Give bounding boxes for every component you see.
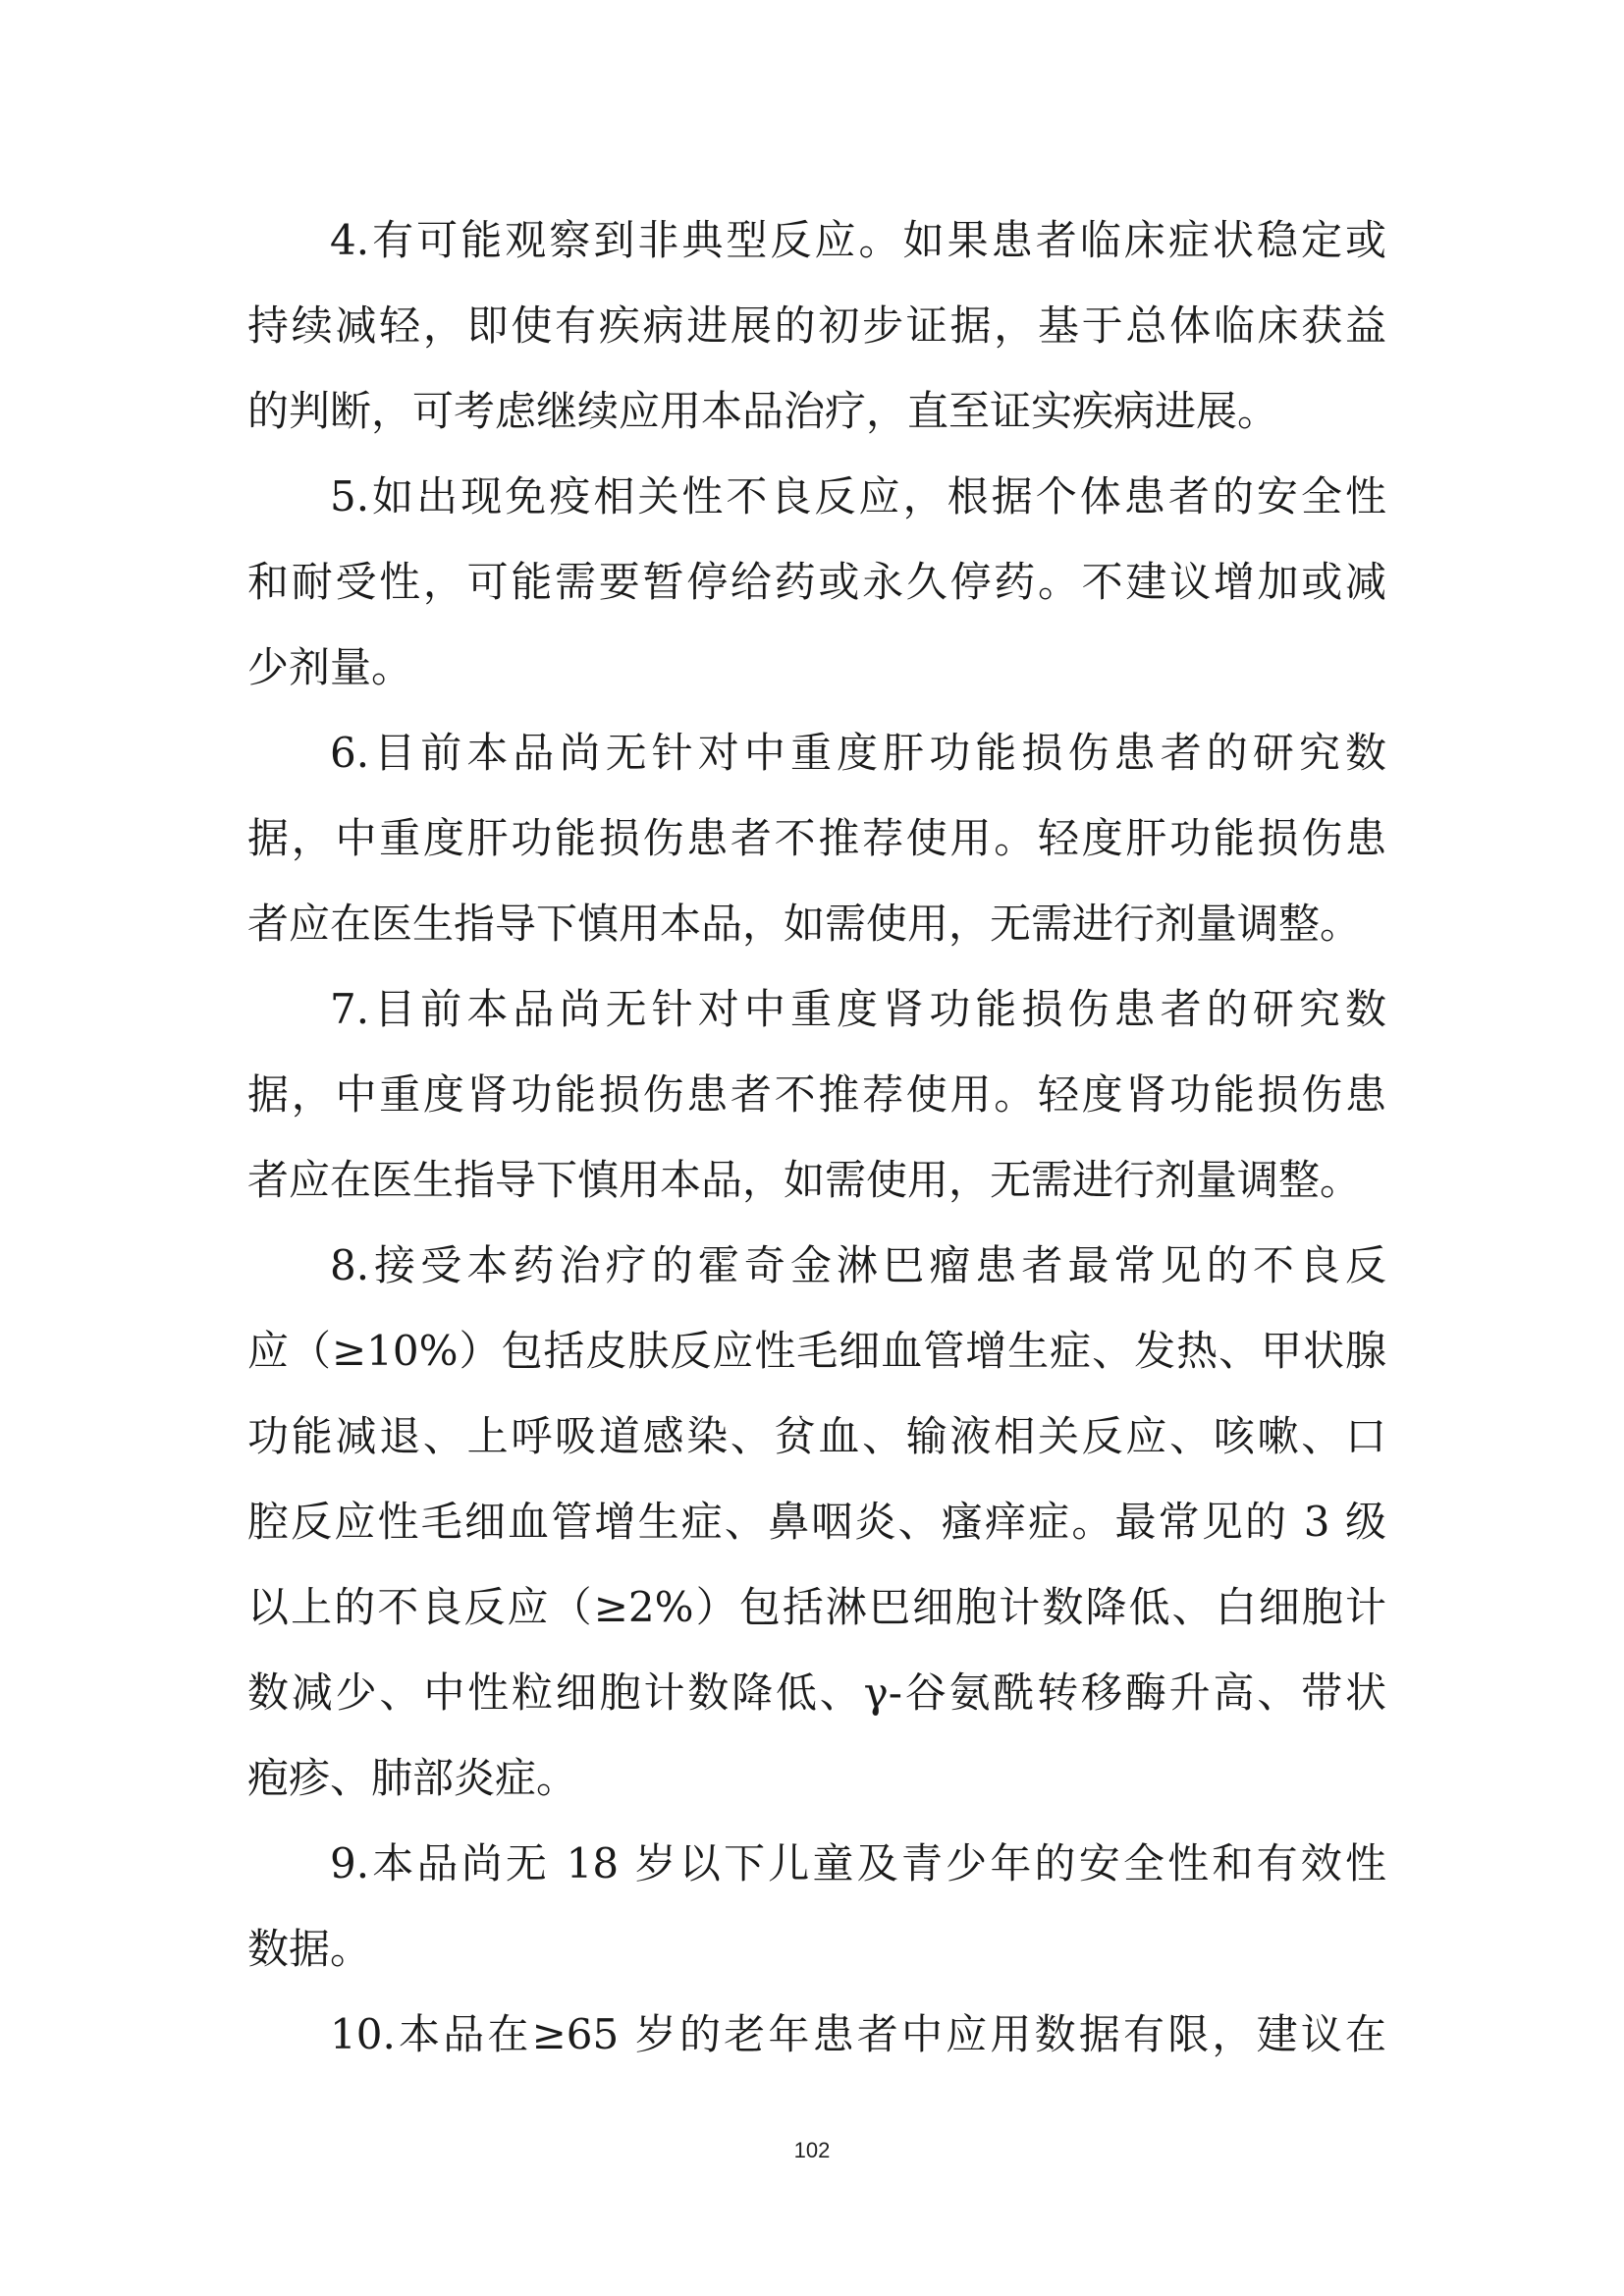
paragraph-7-line-2: 据，中重度肾功能损伤患者不推荐使用。轻度肾功能损伤患 <box>247 1070 1386 1119</box>
paragraph-4-line-3: 的判断，可考虑继续应用本品治疗，直至证实疾病进展。 <box>247 387 1279 435</box>
paragraph-5-line-2: 和耐受性，可能需要暂停给药或永久停药。不建议增加或减 <box>247 558 1386 606</box>
paragraph-5-line-3: 少剂量。 <box>247 643 413 691</box>
paragraph-8-line-5: 以上的不良反应（≥2%）包括淋巴细胞计数降低、白细胞计 <box>247 1583 1386 1631</box>
paragraph-4-line-1: 4.有可能观察到非典型反应。如果患者临床症状稳定或 <box>330 216 1386 264</box>
paragraph-6-line-3: 者应在医生指导下慎用本品，如需使用，无需进行剂量调整。 <box>247 900 1362 948</box>
paragraph-9-line-2: 数据。 <box>247 1925 372 1973</box>
paragraph-8-line-7: 疱疹、肺部炎症。 <box>247 1754 578 1802</box>
paragraph-8-line-1: 8.接受本药治疗的霍奇金淋巴瘤患者最常见的不良反 <box>330 1241 1386 1289</box>
paragraph-7-line-1: 7.目前本品尚无针对中重度肾功能损伤患者的研究数 <box>330 985 1386 1033</box>
paragraph-8-line-4: 腔反应性毛细血管增生症、鼻咽炎、瘙痒症。最常见的 3 级 <box>247 1498 1386 1546</box>
paragraph-9-line-1: 9.本品尚无 18 岁以下儿童及青少年的安全性和有效性 <box>330 1839 1386 1887</box>
paragraph-6-line-1: 6.目前本品尚无针对中重度肝功能损伤患者的研究数 <box>330 729 1386 777</box>
paragraph-7-line-3: 者应在医生指导下慎用本品，如需使用，无需进行剂量调整。 <box>247 1156 1362 1204</box>
paragraph-5-line-1: 5.如出现免疫相关性不良反应，根据个体患者的安全性 <box>330 472 1386 520</box>
paragraph-6-line-2: 据，中重度肝功能损伤患者不推荐使用。轻度肝功能损伤患 <box>247 814 1386 862</box>
paragraph-10-line-1: 10.本品在≥65 岁的老年患者中应用数据有限，建议在 <box>330 2010 1386 2058</box>
paragraph-4-line-2: 持续减轻，即使有疾病进展的初步证据，基于总体临床获益 <box>247 301 1386 350</box>
paragraph-8-line-6: 数减少、中性粒细胞计数降低、γ-谷氨酰转移酶升高、带状 <box>247 1668 1386 1717</box>
paragraph-8-line-3: 功能减退、上呼吸道感染、贫血、输液相关反应、咳嗽、口 <box>247 1412 1386 1460</box>
paragraph-8-line-2: 应（≥10%）包括皮肤反应性毛细血管增生症、发热、甲状腺 <box>247 1327 1386 1375</box>
page-number: 102 <box>793 2138 831 2162</box>
